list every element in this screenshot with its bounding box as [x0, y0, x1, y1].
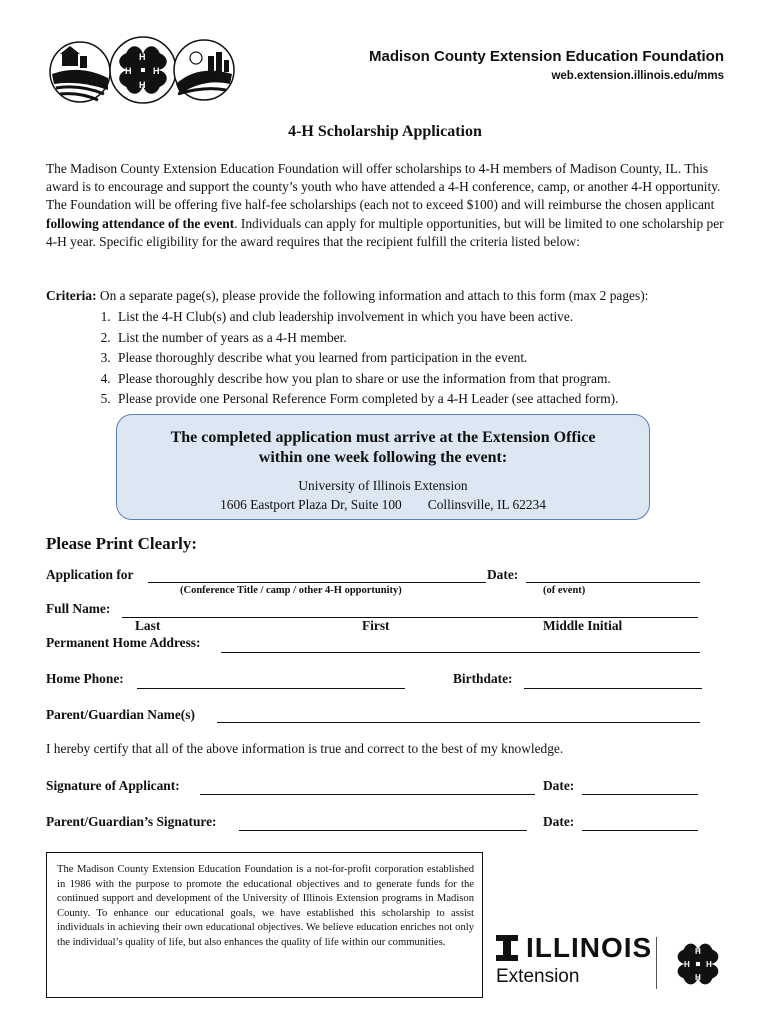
- last-name-caption: Last: [135, 618, 161, 633]
- parent-date-label: Date:: [543, 814, 575, 829]
- application-for-label: Application for: [46, 567, 134, 582]
- block-i-icon: [496, 935, 518, 961]
- svg-text:H: H: [139, 80, 146, 90]
- intro-paragraph: [46, 160, 728, 251]
- event-date-label: Date:: [487, 567, 519, 582]
- applicant-signature-label: Signature of Applicant:: [46, 778, 180, 793]
- header-logo-group: [48, 34, 238, 104]
- middle-initial-caption: Middle Initial: [543, 618, 623, 633]
- home-phone-field[interactable]: [137, 688, 405, 689]
- criteria-item: 3. Please thoroughly describe what you learned from participation in the event.: [114, 348, 736, 369]
- applicant-date-field[interactable]: [582, 794, 698, 795]
- criteria-item: 4. Please thoroughly describe how you plan to share or use the information from that program.: [114, 369, 736, 390]
- org-url[interactable]: web.extension.illinois.edu/mms: [551, 70, 724, 82]
- home-phone-label: Home Phone:: [46, 671, 124, 686]
- intro-text-2: . Individuals can apply for multiple opportunities, but will be limited to one scholarship per 4-H year. Specific eligibility for the award requires that the recipient fulfill the criteria listed below:: [46, 215, 724, 249]
- criteria-label: Criteria:: [46, 288, 97, 303]
- logo-divider: [656, 937, 657, 989]
- foundation-description-box: The Madison County Extension Education Foundation is a not-for-profit corporation established in 1986 with the purpose to promote the educational objectives and to generate funds for the continued support and development of the University of Illinois Extension programs in Madison County. To enhance our educational goals, we have established this scholarship to assist individuals in achieving their own educational objectives. We believe education enriches not only the individual’s quality of life, but also enhances the quality of life within our communities.: [46, 852, 483, 998]
- birthdate-label: Birthdate:: [453, 671, 513, 686]
- illinois-wordmark: ILLINOIS: [526, 932, 653, 963]
- org-name: Madison County Extension Education Foundation: [369, 48, 724, 65]
- criteria-item: 2. List the number of years as a 4-H member.: [114, 328, 736, 349]
- parent-date-field[interactable]: [582, 830, 698, 831]
- print-clearly-heading: Please Print Clearly:: [46, 534, 198, 553]
- address-field[interactable]: [221, 652, 700, 653]
- svg-text:H: H: [684, 960, 690, 969]
- certify-statement: I hereby certify that all of the above information is true and correct to the best of my knowledge.: [46, 741, 564, 756]
- first-name-caption: First: [362, 618, 390, 633]
- criteria-list: [46, 307, 736, 410]
- extension-wordmark: Extension: [496, 966, 580, 987]
- event-date-field[interactable]: [526, 582, 700, 583]
- criteria-section: [46, 287, 736, 410]
- illinois-extension-logo: [496, 932, 652, 988]
- svg-text:H: H: [153, 66, 160, 76]
- event-date-hint: (of event): [543, 585, 586, 596]
- notice-heading-line1: The completed application must arrive at the Extension Office: [170, 429, 596, 446]
- birthdate-field[interactable]: [524, 688, 702, 689]
- svg-text:H: H: [695, 973, 701, 982]
- intro-bold: following attendance of the event: [46, 215, 235, 231]
- svg-text:H: H: [695, 947, 701, 956]
- application-for-field[interactable]: [148, 582, 486, 583]
- parent-signature-label: Parent/Guardian’s Signature:: [46, 814, 217, 829]
- full-name-label: Full Name:: [46, 601, 111, 616]
- applicant-date-label: Date:: [543, 778, 575, 793]
- four-h-clover-icon: [668, 934, 728, 994]
- applicant-signature-field[interactable]: [200, 794, 535, 795]
- notice-office: University of Illinois Extension: [298, 478, 468, 493]
- city-sun-icon: [48, 34, 238, 104]
- notice-city: Collinsville, IL 62234: [427, 497, 546, 512]
- notice-street: 1606 Eastport Plaza Dr, Suite 100: [220, 497, 402, 512]
- parent-signature-field[interactable]: [239, 830, 527, 831]
- svg-text:H: H: [125, 66, 132, 76]
- deadline-notice-box: [116, 414, 650, 520]
- address-label: Permanent Home Address:: [46, 635, 201, 650]
- parent-names-field[interactable]: [217, 722, 700, 723]
- parent-names-label: Parent/Guardian Name(s): [46, 707, 195, 722]
- intro-text-1: The Madison County Extension Education Foundation will offer scholarships to 4-H members of Madison County, IL. This award is to encourage and support the county’s youth who have attended a 4-H conference, camp, or another 4-H opportunity. The Foundation will be offering five half-fee scholarships (each not to exceed $100) and will reimburse the chosen applicant: [46, 161, 721, 213]
- notice-heading-line2: within one week following the event:: [258, 449, 508, 466]
- criteria-item: 1. List the 4-H Club(s) and club leadership involvement in which you have been active.: [114, 307, 736, 328]
- criteria-item: 5. Please provide one Personal Reference Form completed by a 4-H Leader (see attached form).: [114, 389, 736, 410]
- page-title: 4-H Scholarship Application: [288, 123, 482, 140]
- svg-text:H: H: [139, 52, 146, 62]
- application-for-hint: (Conference Title / camp / other 4-H opportunity): [180, 585, 402, 596]
- criteria-text: On a separate page(s), please provide the following information and attach to this form (max 2 pages):: [96, 288, 649, 303]
- svg-text:H: H: [706, 960, 712, 969]
